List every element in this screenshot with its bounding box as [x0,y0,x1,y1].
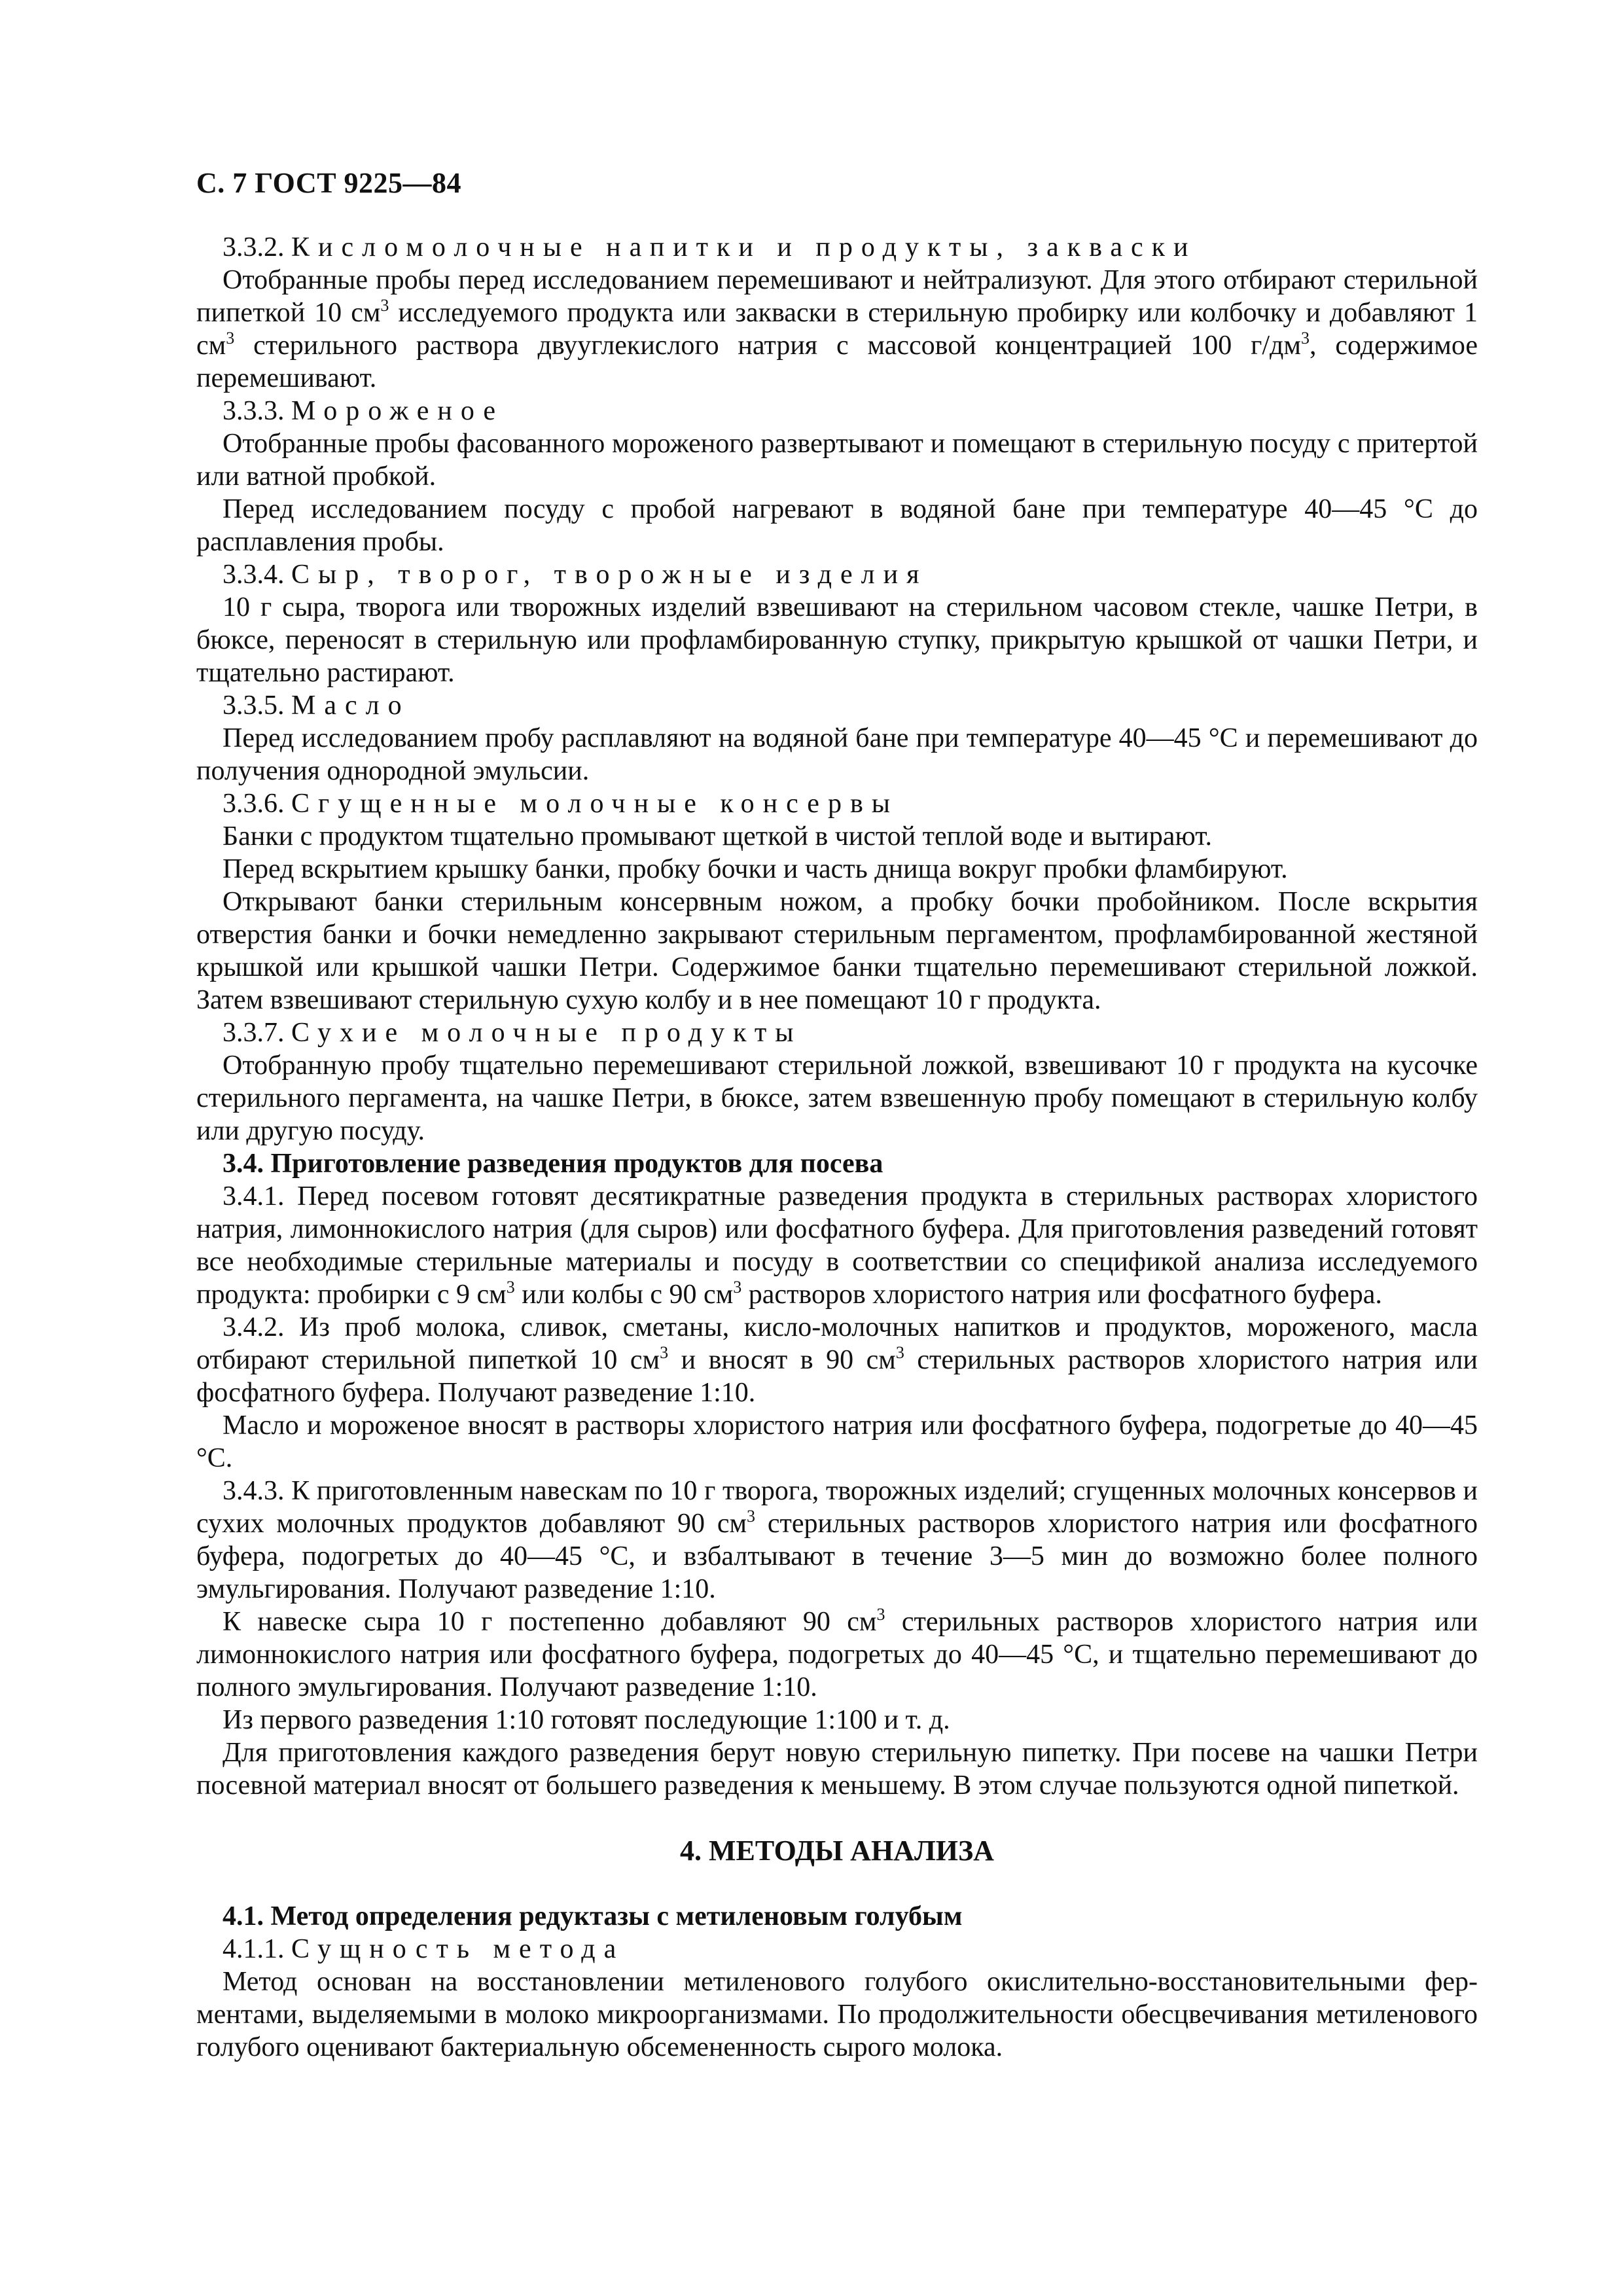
paragraph-3-3-6-c: Открывают банки стерильным консервным ножом, а пробку бочки пробойником. После вскрытия отверстия банки и бочки немедленно закрывают стерильным пергаментом, профламбированной жестяной крышкой или крышкой чашки Петри. Содержимое банки тщательно перемешивают стерильной ложкой. Затем взвешивают стерильную сухую колбу и в нее помещают 10 г продукта. [196,887,1478,1015]
paragraph-3-4-3-c: Из первого разведения 1:10 готовят последующие 1:100 и т. д. [223,1705,950,1735]
paragraph-3-3-6-a: Банки с продуктом тщательно промывают щеткой в чистой теплой воде и вытирают. [223,821,1212,852]
paragraph-4-1-1: Метод основан на восстановлении метиленового голубого окислительно-восстановительными ферментами, выделяемыми в молоко микроорганизмами. По продолжительности обесцвечивания метиленового голубого оценивают бактериальную обсемененность сырого молока. [196,1967,1478,2062]
heading-3-3-6: 3.3.6. Сгущенные молочные консервы [223,789,899,819]
heading-3-3-3: 3.3.3. Мороженое [223,396,504,426]
paragraph-3-3-6-b: Перед вскрытием крышку банки, пробку бочки и часть днища вокруг пробки фламбируют. [223,854,1288,884]
heading-3-3-2: 3.3.2. Кисломолочные напитки и продукты, закваски [223,232,1197,262]
paragraph-3-3-3-b: Перед исследованием посуду с пробой нагревают в водяной бане при температуре 40—45 °С до расплавления пробы. [196,494,1478,557]
heading-4-1: 4.1. Метод определения редуктазы с метиленовым голубым [223,1901,963,1931]
paragraph-3-3-3-a: Отобранные пробы фасованного мороженого развертывают и помещают в стерильную посуду с притертой или ватной пробкой. [196,429,1478,492]
section-title-4: 4. МЕТОДЫ АНАЛИЗА [680,1835,994,1867]
paragraph-3-3-5: Перед исследованием пробу расплавляют на водяной бане при температуре 40—45 °С и перемешивают до получения однородной эмульсии. [196,723,1478,786]
page-header: С. 7 ГОСТ 9225—84 [196,167,462,199]
document-page [196,167,1478,2064]
heading-4-1-1: 4.1.1. Сущность метода [223,1934,625,1964]
heading-3-3-7: 3.3.7. Сухие молочные продукты [223,1018,802,1048]
heading-title: Кисломолочные напитки и продукты, закваски [291,232,1197,262]
paragraph-3-4-1: 3.4.1. Перед посевом готовят десятикратные разведения продукта в стерильных растворах хлористого натрия, лимоннокислого натрия (для сыров) или фосфатного буфера. Для приготовления разведений готовят все необходимые стерильные материалы и посуду в соответствии со спецификой анализа исследуемого продукта: пробирки с 9 $см^3$ или колбы с 90 $см^3$ растворов хлористого натрия или фосфатного буфера. [196,1181,1478,1310]
heading-3-4: 3.4. Приготовление разведения продуктов для посева [223,1149,883,1179]
paragraph-3-3-4: 10 г сыра, творога или творожных изделий взвешивают на стерильном часовом стекле, чашке Петри, в бюксе, переносят в стерильную или профламбированную ступку, прикрытую крышкой от чашки Петри, и тщательно растирают. [196,592,1478,688]
paragraph-3-3-2: Отобранные пробы перед исследованием перемешивают и нейтрализуют. Для этого отбирают стерильной пипеткой 10 $см^3$ исследуемого продукта или закваски в стерильную пробирку или колбочку и добавляют 1 $см^3$ стерильного раствора двууглекислого натрия с массовой концентрацией 100 $г/дм^3$, содержимое перемешивают. [196,265,1478,393]
paragraph-3-4-3-b: К навеске сыра 10 г постепенно добавляют 90 $см^3$ стерильных растворов хлористого натрия или лимоннокислого натрия или фосфатного буфера, подогретых до 40—45 °С, и тщательно перемешивают до полного эмульгирования. Получают разведение 1:10. [196,1605,1478,1702]
heading-3-3-4: 3.3.4. Сыр, творог, творожные изделия [223,560,928,590]
paragraph-3-4-2: 3.4.2. Из проб молока, сливок, сметаны, кисло-молочных напитков и продуктов, мороженого, масла отбирают стерильной пипеткой 10 $см^3$ и вносят в 90 $см^3$ стерильных растворов хлористого натрия или фосфатного буфера. Получают разведение 1:10. [196,1312,1478,1408]
paragraph-3-4-3: 3.4.3. К приготовленным навескам по 10 г творога, творожных изделий; сгущенных молочных консервов и сухих молочных продуктов добавляют 90 $см^3$ стерильных растворов хлористого натрия или фосфатного буфера, подогретых до 40—45 °С, и взбалтывают в течение 3—5 мин до возможно более полного эмульгирования. Получают разведение 1:10. [196,1476,1478,1604]
paragraph-3-3-7: Отобранную пробу тщательно перемешивают стерильной ложкой, взвешивают 10 г продукта на кусочке стерильного пергамента, на чашке Петри, в бюксе, затем взвешенную пробу помещают в стерильную колбу или другую посуду. [196,1050,1478,1146]
paragraph-3-4-3-d: Для приготовления каждого разведения берут новую стерильную пипетку. При посеве на чашки Петри посевной материал вносят от большего разведения к меньшему. В этом случае пользуются одной пипеткой. [196,1738,1478,1801]
paragraph-3-4-2-b: Масло и мороженое вносят в растворы хлористого натрия или фосфатного буфера, подогретые до 40—45 °С. [196,1410,1478,1473]
heading-3-3-5: 3.3.5. Масло [223,691,410,721]
